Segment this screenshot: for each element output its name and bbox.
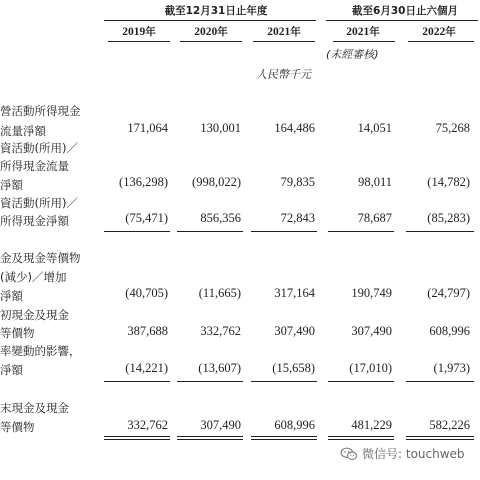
table-cell: 481,229 [351, 418, 392, 432]
row-label-closing-line1: 末現金及現金 [0, 401, 69, 415]
table-cell: 307,490 [200, 418, 241, 432]
table-cell: 78,687 [357, 211, 392, 225]
subtotal-line [104, 381, 170, 382]
watermark-text: 微信号: touchweb [362, 447, 465, 461]
year-suffix: 年 [290, 26, 301, 38]
table-cell: (998,022) [192, 175, 241, 189]
table-cell: 190,749 [351, 286, 392, 300]
row-label-net-change-line1: 金及現金等價物 [0, 251, 81, 265]
total-double-line [177, 436, 243, 440]
year-suffix: 年 [369, 26, 380, 38]
header-year-ended-dec: 截至12月31日止年度 [164, 5, 268, 17]
table-cell: (136,298) [119, 175, 168, 189]
table-cell: (75,471) [125, 211, 168, 225]
year-underline [253, 41, 315, 42]
year-value: 2021 [346, 26, 370, 38]
year-suffix: 年 [445, 26, 456, 38]
watermark [340, 445, 465, 462]
total-double-line [406, 436, 474, 440]
subtotal-line [251, 381, 317, 382]
row-label-net-change-line2: (減少)／增加 [0, 270, 67, 284]
table-cell: 164,486 [274, 121, 315, 135]
subtotal-line [328, 231, 394, 232]
subtotal-line [251, 231, 317, 232]
table-cell: 582,226 [429, 418, 470, 432]
year-header-2021 [251, 24, 317, 39]
year-value: 2019 [122, 26, 146, 38]
subtotal-line [406, 231, 474, 232]
row-label-operating-line1: 營活動所得現金 [0, 104, 81, 118]
row-label-financing-line1: 資活動(所用)／ [0, 196, 78, 210]
table-cell: 608,996 [274, 418, 315, 432]
table-cell: (13,607) [198, 361, 241, 375]
year-header-2021-interim [330, 24, 396, 39]
subtotal-line [406, 381, 474, 382]
table-cell: 307,490 [351, 324, 392, 338]
year-underline [108, 41, 170, 42]
table-cell: (14,221) [125, 361, 168, 375]
table-cell: 98,011 [358, 175, 392, 189]
row-label-opening-line1: 初現金及現金 [0, 308, 69, 322]
year-header-2022-interim [406, 24, 472, 39]
table-cell: (11,665) [198, 286, 241, 300]
table-cell: 130,001 [200, 121, 241, 135]
currency-unit: 人民幣千元 [256, 68, 311, 81]
subtotal-line [328, 381, 394, 382]
subtotal-line [177, 381, 243, 382]
total-double-line [328, 436, 394, 440]
header-six-months-jun: 截至6月30日止六個月 [352, 5, 458, 17]
table-cell: 317,164 [274, 286, 315, 300]
table-cell: 72,843 [280, 211, 315, 225]
table-cell: (15,658) [272, 361, 315, 375]
table-cell: 307,490 [274, 324, 315, 338]
unaudited-note: (未經審核) [326, 48, 379, 61]
table-cell: 608,996 [429, 324, 470, 338]
table-cell: (40,705) [125, 286, 168, 300]
row-label-net-change-line3: 淨額 [0, 289, 23, 303]
table-cell: 14,051 [357, 121, 392, 135]
subtotal-line [177, 231, 243, 232]
table-cell: (85,283) [427, 211, 470, 225]
table-cell: 171,064 [127, 121, 168, 135]
year-underline [408, 41, 474, 42]
table-cell: (14,782) [427, 175, 470, 189]
row-label-investing-line1: 資活動(所用)／ [0, 141, 78, 155]
table-cell: (1,973) [433, 361, 470, 375]
row-label-closing-line2: 等價物 [0, 420, 35, 434]
year-suffix: 年 [145, 26, 156, 38]
year-value: 2022 [422, 26, 446, 38]
table-cell: (17,010) [349, 361, 392, 375]
table-cell: (24,797) [427, 286, 470, 300]
year-value: 2021 [267, 26, 291, 38]
wechat-icon [340, 447, 358, 461]
table-cell: 387,688 [127, 324, 168, 338]
row-label-investing-line2: 所得現金流量 [0, 159, 69, 173]
row-label-investing-line3: 淨額 [0, 178, 23, 192]
table-cell: 75,268 [435, 121, 470, 135]
header-group-underline-jun [326, 20, 478, 21]
table-cell: 332,762 [127, 418, 168, 432]
table-cell: 856,356 [200, 211, 241, 225]
total-double-line [251, 436, 317, 440]
row-label-fx-effect-line2: 淨額 [0, 363, 23, 377]
year-underline [180, 41, 242, 42]
row-label-opening-line2: 等價物 [0, 326, 35, 340]
row-label-financing-line2: 所得現金淨額 [0, 214, 69, 228]
year-suffix: 年 [217, 26, 228, 38]
table-cell: 332,762 [200, 324, 241, 338]
year-value: 2020 [194, 26, 218, 38]
year-underline [333, 41, 395, 42]
year-header-2020 [178, 24, 244, 39]
year-header-2019 [106, 24, 172, 39]
subtotal-line [104, 231, 170, 232]
header-group-underline-dec [104, 20, 316, 21]
table-cell: 79,835 [280, 175, 315, 189]
row-label-operating-line2: 流量淨額 [0, 124, 46, 138]
total-double-line [104, 436, 170, 440]
row-label-fx-effect-line1: 率變動的影響， [0, 344, 81, 358]
